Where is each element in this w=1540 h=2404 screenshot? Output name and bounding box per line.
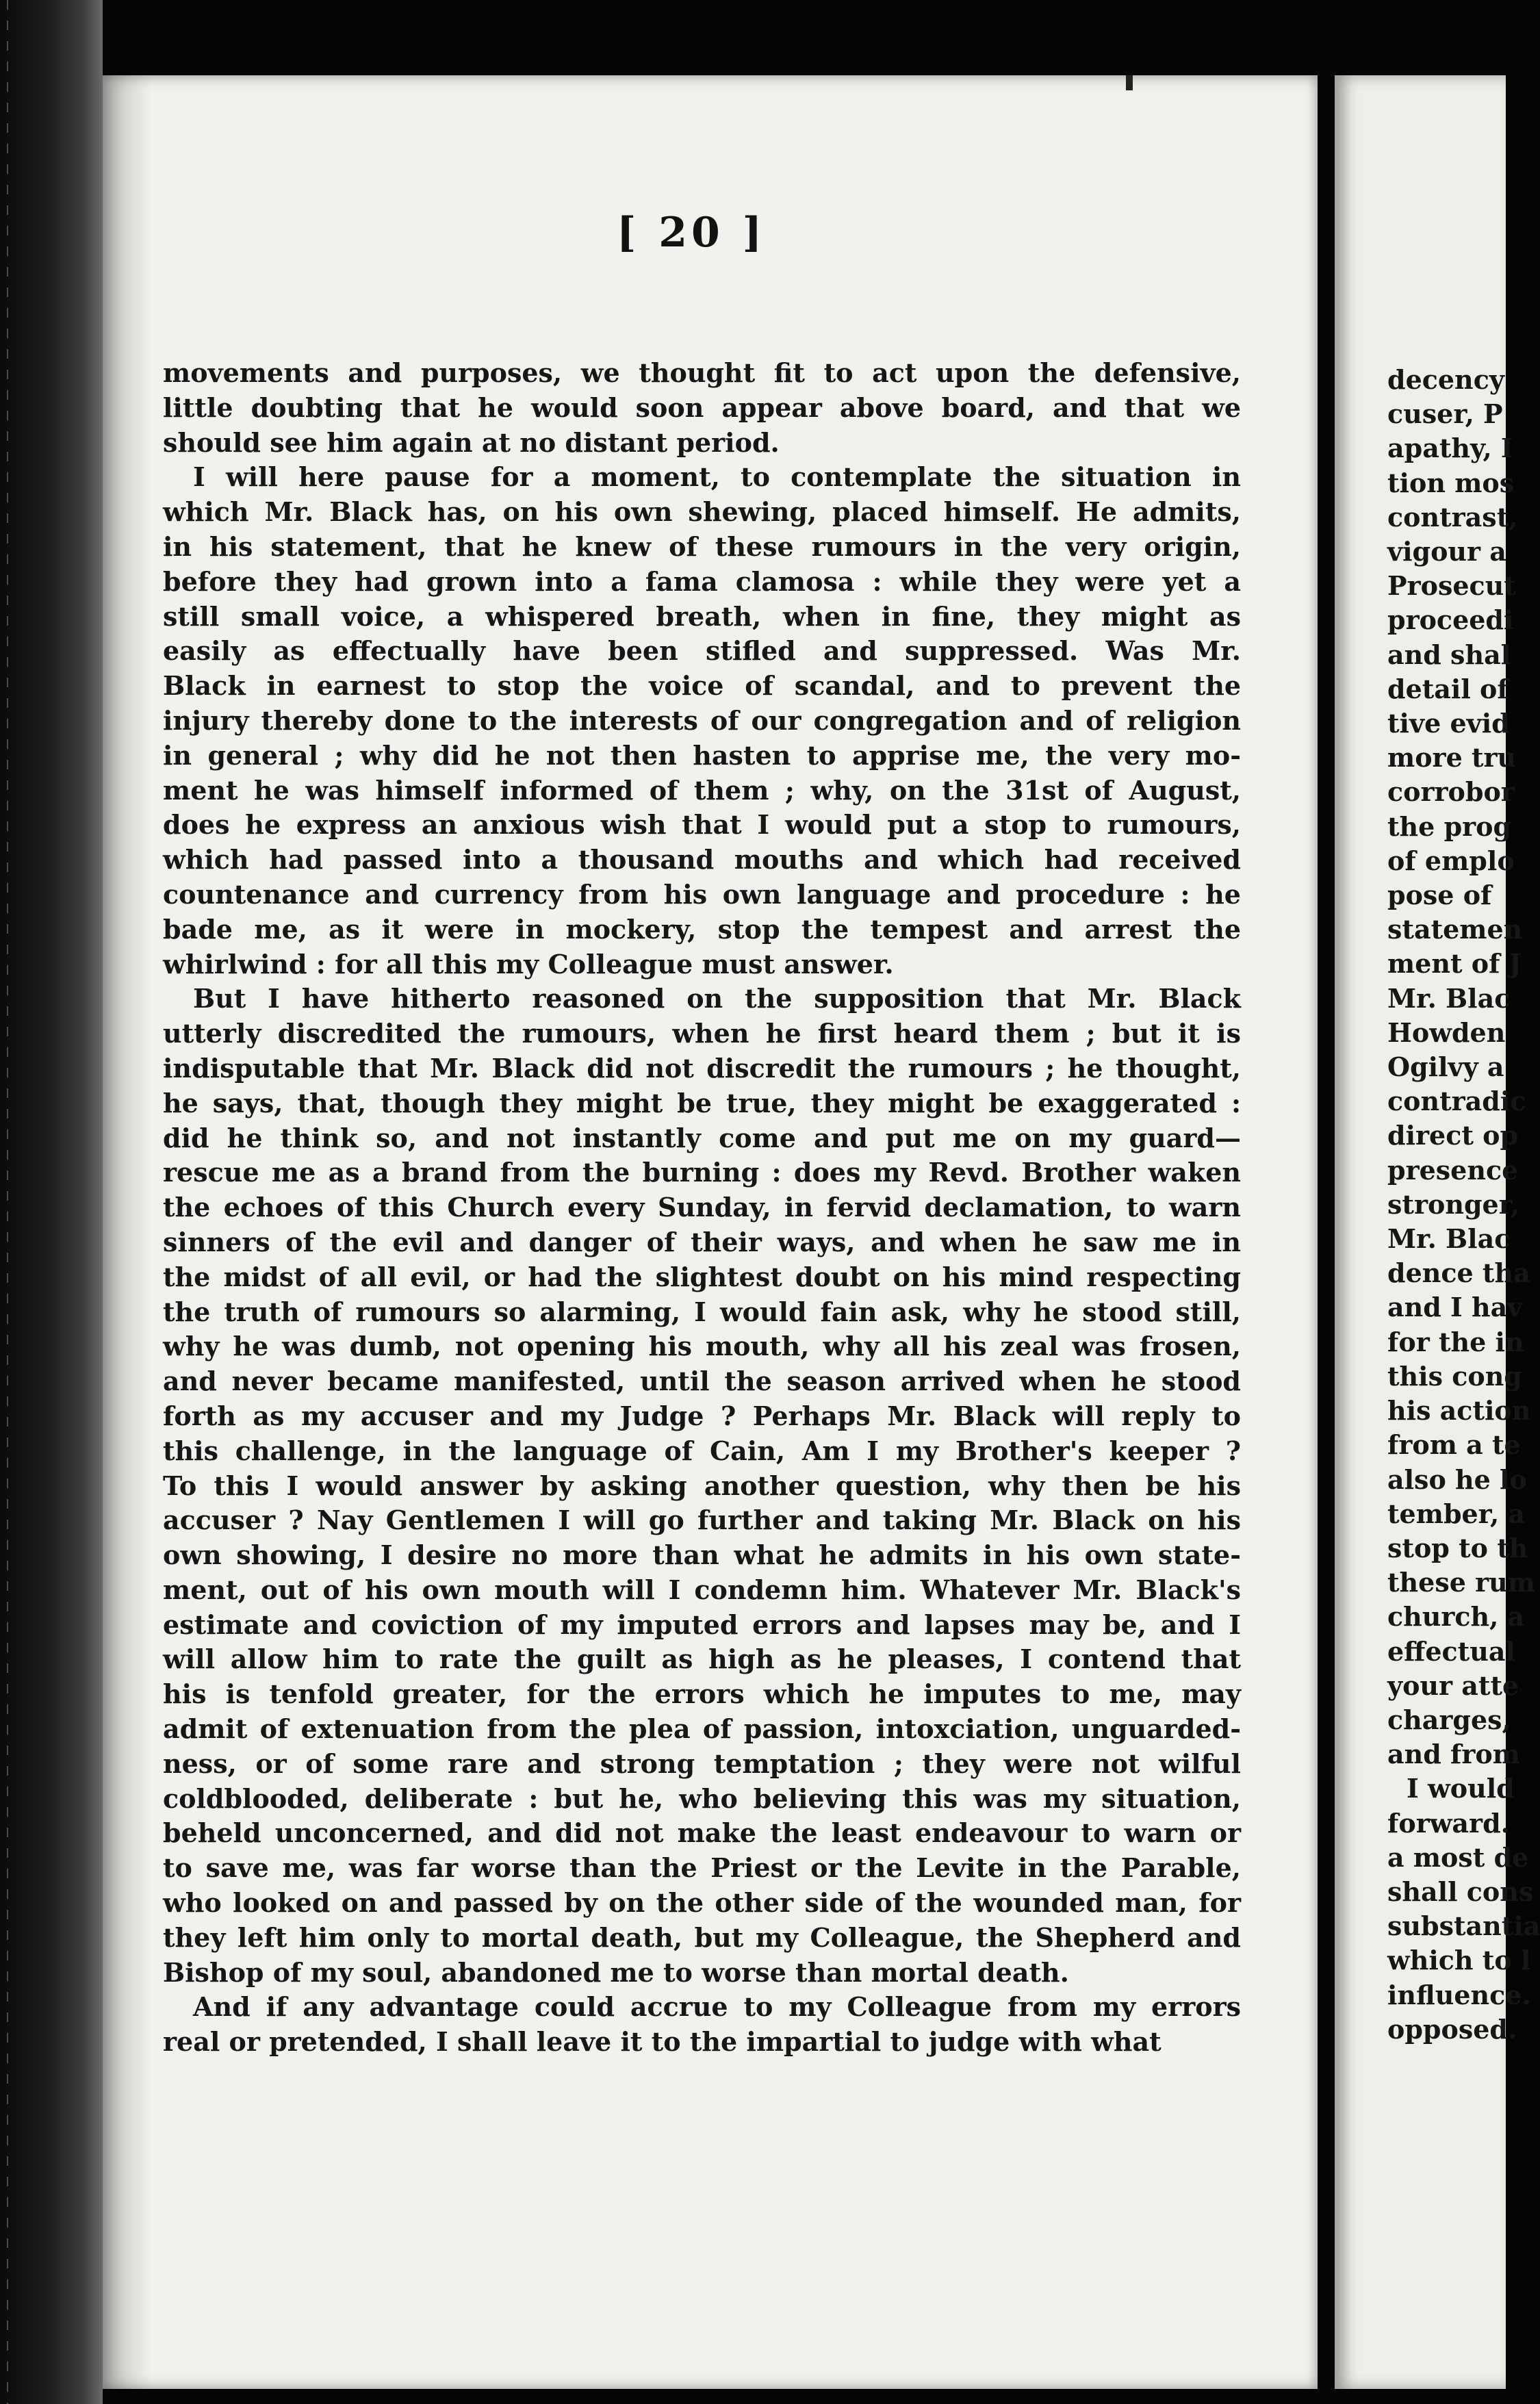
text-line: Mr. Blac [1387,1223,1511,1255]
text-line: decency [1387,364,1504,395]
text-line: he says, that, though they might be true, they might be exaggerated : [163,1087,1241,1118]
text-line: direct op [1387,1120,1519,1151]
text-line: apathy, I [1387,433,1513,464]
text-line: But I have hitherto reasoned on the supposition that Mr. Black [193,983,1241,1014]
text-line: ness, or of some rare and strong temptation ; they were not wilful [163,1748,1241,1779]
text-line: ment he was himself informed of them ; why, on the 31st of August, [163,774,1241,806]
text-line: ment, out of his own mouth will I condemn him. Whatever Mr. Black's [163,1574,1241,1605]
text-line: substantia [1387,1910,1540,1942]
right-page-text [1387,363,1540,2047]
text-line: tember, a [1387,1498,1526,1529]
text-line: these rum [1387,1567,1536,1598]
book-edge-left [0,0,103,2404]
text-line: of emplo [1387,845,1515,876]
text-line: I will here pause for a moment, to contemplate the situation in [193,461,1241,493]
text-line: To this I would answer by asking another question, why then be his [163,1470,1241,1501]
text-line: indisputable that Mr. Black did not discredit the rumours ; he thought, [163,1052,1241,1084]
text-line: estimate and coviction of my imputed errors and lapses may be, and I [163,1609,1241,1640]
text-line: detail of [1387,673,1509,704]
text-line: shall cons [1387,1876,1534,1907]
text-line: Black in earnest to stop the voice of scandal, and to prevent the [163,670,1241,702]
text-line: bade me, as it were in mockery, stop the tempest and arrest the [163,913,1241,945]
text-line: effectual [1387,1635,1515,1667]
text-line: forward. [1387,1807,1510,1839]
text-line: Howden [1387,1016,1506,1048]
text-line: rescue me as a brand from the burning : does my Revd. Brother waken [163,1157,1241,1188]
text-line: and I hav [1387,1292,1523,1323]
text-line: Mr. Blac [1387,982,1511,1014]
text-line: to save me, was far worse than the Priest or the Levite in the Parable, [163,1852,1241,1884]
text-line: stop to th [1387,1532,1528,1563]
text-line: tion mos [1387,467,1515,498]
text-line: still small voice, a whispered breath, when in fine, they might as [163,600,1241,632]
text-line: cuser, P [1387,398,1503,430]
text-line: will allow him to rate the guilt as high as he pleases, I contend that [163,1644,1241,1675]
text-line: real or pretended, I shall leave it to the impartial to judge with what [163,2026,1162,2058]
text-line: utterly discredited the rumours, when he first heard them ; but it is [163,1018,1241,1049]
text-line: Ogilvy a [1387,1051,1504,1083]
text-line: injury thereby done to the interests of our congregation and of religion [163,704,1241,736]
text-line: contradic [1387,1086,1526,1117]
text-line: proceedi [1387,604,1514,636]
page-binding-shadow [103,75,151,2389]
text-line: Bishop of my soul, abandoned me to worse than mortal death. [163,1956,1069,1988]
text-line: presence [1387,1154,1519,1186]
text-line: the echoes of this Church every Sunday, in fervid declamation, to warn [163,1192,1241,1223]
text-line: And if any advantage could accrue to my Colleague from my errors [193,1991,1241,2023]
text-line: for the in [1387,1326,1524,1357]
text-line: more tru [1387,742,1517,773]
text-line: admit of extenuation from the plea of passion, intoxciation, unguarded- [163,1713,1241,1745]
text-line: before they had grown into a fama clamosa : while they were yet a [163,565,1241,597]
text-line: influence. [1387,1979,1531,2010]
text-line: countenance and currency from his own language and procedure : he [163,878,1241,910]
text-line: movements and purposes, we thought fit to act upon the defensive, [163,357,1241,388]
text-line: a most de [1387,1841,1529,1873]
page-top-mark [1126,75,1133,90]
text-line: the midst of all evil, or had the slightest doubt on his mind respecting [163,1261,1241,1292]
text-line: they left him only to mortal death, but my Colleague, the Shepherd and [163,1921,1241,1953]
text-line: in his statement, that he knew of these rumours in the very origin, [163,530,1241,562]
text-line: also he lo [1387,1463,1527,1495]
text-line: this cong [1387,1360,1522,1392]
text-line: vigour a [1387,536,1506,567]
text-line: which had passed into a thousand mouths and which had received [163,844,1241,875]
text-line: and from [1387,1739,1520,1770]
text-line: pose of [1387,880,1492,911]
text-line: his is tenfold greater, for the errors which he imputes to me, may [163,1678,1241,1710]
text-line: coldblooded, deliberate : but he, who believing this was my situation, [163,1782,1241,1814]
text-line: dence tha [1387,1257,1530,1289]
text-line: contrast, [1387,501,1518,533]
left-page-text [163,356,1241,2060]
text-line: did he think so, and not instantly come and put me on my guard— [163,1122,1241,1153]
text-line: own showing, I desire no more than what he admits in his own state- [163,1539,1241,1571]
text-line: accuser ? Nay Gentlemen I will go further and taking Mr. Black on his [163,1505,1241,1536]
text-line: this challenge, in the language of Cain, Am I my Brother's keeper ? [163,1435,1241,1466]
text-line: easily as effectually have been stifled and suppressed. Was Mr. [163,635,1241,667]
text-line: does he express an anxious wish that I would put a stop to rumours, [163,809,1241,841]
text-line: who looked on and passed by on the other side of the wounded man, for [163,1887,1241,1919]
text-line: why he was dumb, not opening his mouth, why all his zeal was frosen, [163,1331,1241,1362]
text-line: stronger, [1387,1188,1520,1220]
text-line: Prosecut [1387,570,1516,602]
text-line: in general ; why did he not then hasten to apprise me, the very mo- [163,739,1241,771]
page-number: [ 20 ] [616,209,767,257]
text-line: whirlwind : for all this my Colleague must answer. [163,948,894,980]
text-line: the prog [1387,810,1512,842]
text-line: sinners of the evil and danger of their ways, and when he saw me in [163,1226,1241,1257]
text-line: which to l [1387,1945,1531,1976]
text-line: and never became manifested, until the season arrived when he stood [163,1366,1241,1397]
text-line: corrobor [1387,776,1515,808]
text-line: his action [1387,1395,1531,1427]
text-line: your atte [1387,1670,1519,1701]
text-line: statemen [1387,914,1523,945]
text-line: and shal [1387,639,1511,670]
text-line: forth as my accuser and my Judge ? Perhaps Mr. Black will reply to [163,1400,1241,1431]
text-line: little doubting that he would soon appear above board, and that we [163,392,1241,423]
text-line: I would [1407,1773,1515,1804]
text-line: beheld unconcerned, and did not make the least endeavour to warn or [163,1817,1241,1849]
text-line: tive evid [1387,708,1510,739]
text-line: church, a [1387,1601,1525,1633]
text-line: from a te [1387,1429,1521,1461]
text-line: which Mr. Black has, on his own shewing, placed himself. He admits, [163,496,1241,528]
text-line: ment of J [1387,948,1522,980]
text-line: should see him again at no distant period. [163,426,780,458]
text-line: charges, [1387,1704,1511,1735]
text-line: the truth of rumours so alarming, I would fain ask, why he stood still, [163,1296,1241,1327]
text-line: opposed. [1387,2013,1517,2045]
